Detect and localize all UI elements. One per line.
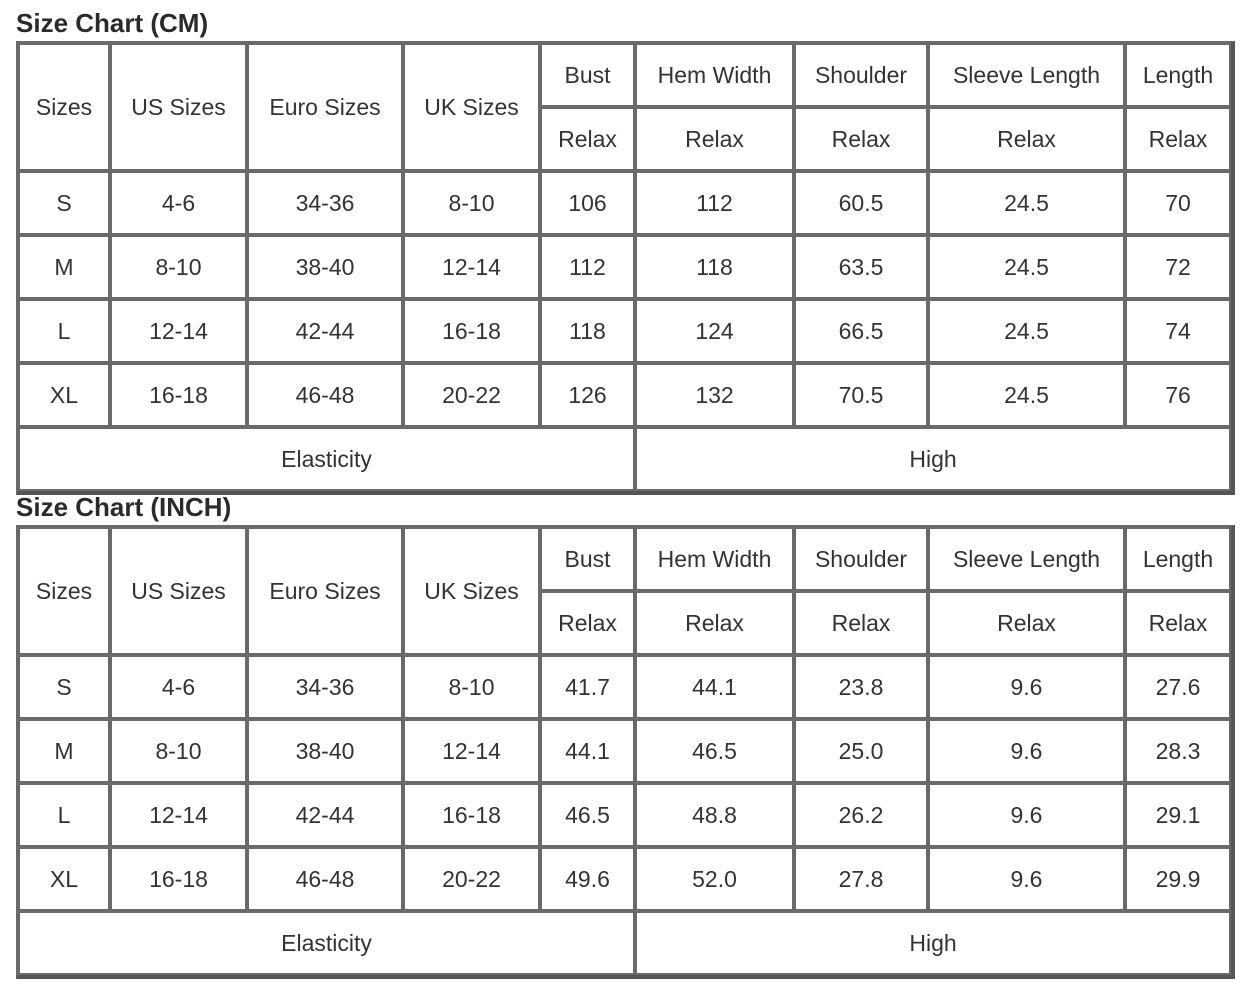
header-sizes: Sizes xyxy=(18,527,110,655)
cell-bust: 44.1 xyxy=(540,719,635,783)
size-chart-inch-table xyxy=(16,525,1235,979)
cell-shoulder: 63.5 xyxy=(794,235,928,299)
cell-us-size: 16-18 xyxy=(110,363,247,427)
subheader-relax: Relax xyxy=(794,591,928,655)
cell-sleeve-length: 24.5 xyxy=(928,171,1125,235)
cell-uk-size: 8-10 xyxy=(403,655,540,719)
cell-bust: 46.5 xyxy=(540,783,635,847)
cell-shoulder: 25.0 xyxy=(794,719,928,783)
table-row xyxy=(18,847,1231,911)
cell-bust: 49.6 xyxy=(540,847,635,911)
cell-uk-size: 12-14 xyxy=(403,719,540,783)
cell-hem-width: 112 xyxy=(635,171,794,235)
cell-us-size: 8-10 xyxy=(110,719,247,783)
size-chart-cm-title: Size Chart (CM) xyxy=(16,8,209,38)
subheader-relax: Relax xyxy=(635,107,794,171)
table-row xyxy=(18,719,1231,783)
header-length: Length xyxy=(1125,43,1231,107)
table-footer-row xyxy=(18,427,1231,491)
cell-length: 28.3 xyxy=(1125,719,1231,783)
table-header-row xyxy=(18,43,1231,107)
subheader-relax: Relax xyxy=(1125,107,1231,171)
cell-sleeve-length: 24.5 xyxy=(928,299,1125,363)
cell-sleeve-length: 9.6 xyxy=(928,847,1125,911)
cell-shoulder: 66.5 xyxy=(794,299,928,363)
cell-sleeve-length: 9.6 xyxy=(928,655,1125,719)
header-euro-sizes: Euro Sizes xyxy=(247,43,403,171)
cell-euro-size: 46-48 xyxy=(247,363,403,427)
cell-euro-size: 34-36 xyxy=(247,171,403,235)
header-hem-width: Hem Width xyxy=(635,43,794,107)
cell-length: 29.9 xyxy=(1125,847,1231,911)
cell-sleeve-length: 24.5 xyxy=(928,363,1125,427)
cell-uk-size: 16-18 xyxy=(403,783,540,847)
cell-euro-size: 38-40 xyxy=(247,719,403,783)
cell-euro-size: 42-44 xyxy=(247,299,403,363)
header-bust: Bust xyxy=(540,527,635,591)
cell-size: M xyxy=(18,719,110,783)
header-sizes: Sizes xyxy=(18,43,110,171)
cell-size: M xyxy=(18,235,110,299)
cell-length: 74 xyxy=(1125,299,1231,363)
cell-us-size: 12-14 xyxy=(110,783,247,847)
header-shoulder: Shoulder xyxy=(794,43,928,107)
header-bust: Bust xyxy=(540,43,635,107)
cell-shoulder: 26.2 xyxy=(794,783,928,847)
cell-size: L xyxy=(18,783,110,847)
cell-size: L xyxy=(18,299,110,363)
cell-euro-size: 46-48 xyxy=(247,847,403,911)
cell-uk-size: 8-10 xyxy=(403,171,540,235)
cell-hem-width: 132 xyxy=(635,363,794,427)
table-footer-row xyxy=(18,911,1231,975)
header-sleeve-length: Sleeve Length xyxy=(928,43,1125,107)
cell-shoulder: 23.8 xyxy=(794,655,928,719)
cell-hem-width: 52.0 xyxy=(635,847,794,911)
cell-euro-size: 42-44 xyxy=(247,783,403,847)
cell-hem-width: 124 xyxy=(635,299,794,363)
cell-length: 29.1 xyxy=(1125,783,1231,847)
cell-uk-size: 20-22 xyxy=(403,363,540,427)
header-length: Length xyxy=(1125,527,1231,591)
cell-sleeve-length: 9.6 xyxy=(928,783,1125,847)
cell-us-size: 4-6 xyxy=(110,655,247,719)
cell-us-size: 16-18 xyxy=(110,847,247,911)
cell-size: S xyxy=(18,171,110,235)
cell-length: 70 xyxy=(1125,171,1231,235)
size-chart-cm-table xyxy=(16,41,1235,495)
header-sleeve-length: Sleeve Length xyxy=(928,527,1125,591)
subheader-relax: Relax xyxy=(794,107,928,171)
cell-size: XL xyxy=(18,363,110,427)
cell-euro-size: 34-36 xyxy=(247,655,403,719)
subheader-relax: Relax xyxy=(1125,591,1231,655)
cell-bust: 118 xyxy=(540,299,635,363)
cell-shoulder: 70.5 xyxy=(794,363,928,427)
cell-us-size: 4-6 xyxy=(110,171,247,235)
table-header-row xyxy=(18,527,1231,591)
subheader-relax: Relax xyxy=(635,591,794,655)
cell-length: 27.6 xyxy=(1125,655,1231,719)
cell-hem-width: 44.1 xyxy=(635,655,794,719)
size-chart-inch-title: Size Chart (INCH) xyxy=(16,492,232,522)
table-row xyxy=(18,299,1231,363)
subheader-relax: Relax xyxy=(928,107,1125,171)
cell-size: S xyxy=(18,655,110,719)
cell-length: 72 xyxy=(1125,235,1231,299)
cell-euro-size: 38-40 xyxy=(247,235,403,299)
cell-hem-width: 48.8 xyxy=(635,783,794,847)
cell-us-size: 12-14 xyxy=(110,299,247,363)
elasticity-value: High xyxy=(635,427,1231,491)
subheader-relax: Relax xyxy=(928,591,1125,655)
cell-bust: 126 xyxy=(540,363,635,427)
table-row xyxy=(18,171,1231,235)
table-row xyxy=(18,363,1231,427)
cell-hem-width: 46.5 xyxy=(635,719,794,783)
cell-us-size: 8-10 xyxy=(110,235,247,299)
header-us-sizes: US Sizes xyxy=(110,527,247,655)
cell-bust: 41.7 xyxy=(540,655,635,719)
elasticity-label: Elasticity xyxy=(18,427,635,491)
cell-length: 76 xyxy=(1125,363,1231,427)
subheader-relax: Relax xyxy=(540,107,635,171)
cell-bust: 106 xyxy=(540,171,635,235)
cell-uk-size: 20-22 xyxy=(403,847,540,911)
header-hem-width: Hem Width xyxy=(635,527,794,591)
cell-shoulder: 27.8 xyxy=(794,847,928,911)
table-row xyxy=(18,655,1231,719)
cell-hem-width: 118 xyxy=(635,235,794,299)
cell-bust: 112 xyxy=(540,235,635,299)
table-row xyxy=(18,235,1231,299)
cell-shoulder: 60.5 xyxy=(794,171,928,235)
elasticity-label: Elasticity xyxy=(18,911,635,975)
cell-sleeve-length: 24.5 xyxy=(928,235,1125,299)
header-shoulder: Shoulder xyxy=(794,527,928,591)
header-uk-sizes: UK Sizes xyxy=(403,43,540,171)
table-row xyxy=(18,783,1231,847)
elasticity-value: High xyxy=(635,911,1231,975)
cell-size: XL xyxy=(18,847,110,911)
cell-sleeve-length: 9.6 xyxy=(928,719,1125,783)
subheader-relax: Relax xyxy=(540,591,635,655)
cell-uk-size: 16-18 xyxy=(403,299,540,363)
header-uk-sizes: UK Sizes xyxy=(403,527,540,655)
header-us-sizes: US Sizes xyxy=(110,43,247,171)
cell-uk-size: 12-14 xyxy=(403,235,540,299)
header-euro-sizes: Euro Sizes xyxy=(247,527,403,655)
